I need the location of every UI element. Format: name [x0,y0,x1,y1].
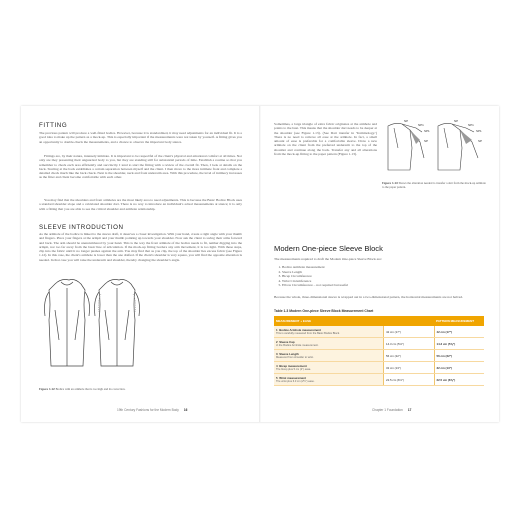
table-row [274,374,484,386]
table-row [274,338,484,350]
row-given-value: 32 cm (13") [383,362,434,374]
right-page [260,106,499,422]
row-note: The wrist plus 6.3 cm (2½") ease. [276,380,315,383]
table-row [274,362,484,374]
row-name: 1 Bodice Armhole measurement [276,328,321,332]
row-pattern-value: 14.3 cm (5⅝") [434,338,484,350]
table-header-pattern: PATTERN MEASUREMENT [434,316,484,326]
row-note: This is carefully measured from the Basic Bodice Block. [276,332,340,335]
table-row [274,350,484,362]
sleeve-intro-paragraph-top: As the armhole of the bodice is linked to the sleeve draft, it deserves a closer investigation. With your hand, create a right angle with your thumb and fingers. Place your fingers at the armpit and your thumb pointing up towards your shoulder. Now ask the client to swing their arms forward and back. The arm should be unencumbered by your hand. This is the way the front armhole of the bodice needs to fit, neither digging into the armpit, nor too far away from the basic line of articulation. If the mock-up fitting borders any arm movement, it is too tight. With these steps, clip into the fabric until it no longer pushes against the arm. You may find that as you clip, the top of the shoulder lies excess fabric (see Figure 1.12). In this case, the client's armhole is lower than the one drafted. If the client's shoulder is very square, you will find the opposite alteration is needed. In that case you will raise the underarm and shoulder, thereby changing the shoulder's angle. [39,232,242,262]
sleeve-block-intro: The measurements required to draft the Modern One-piece Sleeve Block are: [274,257,382,261]
measurement-list-item: 3. Bicep Circumference [282,274,482,279]
table-header-blank [383,316,434,326]
row-name: 2 Sleeve Cap [276,340,295,344]
row-given-value: 56 cm (22") [383,350,434,362]
row-note: The bicep plus 5 cm (2") ease. [276,368,312,371]
book-spread [21,106,499,422]
row-given-value: 14.3 cm (5⅝") [383,338,434,350]
left-footer-title: 19th Century Fashions for the Modern Body [117,408,179,412]
figure-1-13-label: Figure 1.13 [382,181,398,185]
right-footer-title: Chapter 1 Foundation [372,408,403,412]
row-given-value: 42 cm (17") [383,326,434,338]
diagram-label-np1-right: NP1 [468,123,474,127]
row-note: Measured from shoulder to wrist. [276,356,314,359]
figure-1-12-label: Figure 1.12 [39,387,55,391]
right-page-number: 17 [407,408,412,412]
measurement-list [274,265,482,288]
diagram-label-sp1-right: SP1 [476,129,482,133]
row-pattern-value: 42 cm (17") [434,326,484,338]
table-header-row [274,316,484,326]
measurement-chart-table [274,316,484,386]
fitting-paragraph-2: Fittings are, by their nature, intensely intimate. It is important to be respectful of the client's physical and emotional comfort at all times. Not only are they presenting their unguarded body to you, but they are standing still for substantial periods of time. Establish a routine so that you remember to check each area efficiently and succinctly. I tend to start the fitting with a review of the overall fit. Then, I look at details on the back. Starting at the back establishes a certain separation between myself and the client. I then move to the more intimate front and complete a detailed check much like the back check. Next is the shoulder, neck and front underarm area. With this procedure, the level of intimacy increases as the fitter and client become comfortable with each other. [39,154,242,180]
after-list-paragraph: Because the whole, three-dimensional sleeve is wrapped out in a two-dimensional pattern, the horizontal measurements are not halved. [274,295,463,299]
sleeve-intro-heading: SLEEVE INTRODUCTION [39,224,124,231]
row-given-value: 22.5 cm (8⅞") [383,374,434,386]
measurement-list-item: 2. Sleeve Length [282,270,482,275]
diagram-label-np1-left: NP1 [418,123,424,127]
row-note: ⅓ the Bodice Armhole measurement. [276,344,319,347]
table-row [274,326,484,338]
figure-1-13-text: Shows the alteration needed to transfer a dart from the mock-up armhole to the paper pattern. [382,181,486,189]
measurement-list-item: 5. Elbow Circumference – not required but useful [282,283,482,288]
diagram-label-np-left: NP [404,119,409,123]
measurement-list-item: 4. Wrist Circumference [282,279,482,284]
diagram-label-sp1-left: SP1 [424,129,430,133]
table-header-measurement: MEASUREMENT + EASE [274,316,383,326]
figure-1-12-text: Bodice with an armhole that is too high and its correction. [55,387,126,391]
row-pattern-value: 22.5 cm (8⅞") [434,374,484,386]
left-page-number: 16 [183,408,188,412]
figure-1-13-caption [382,182,486,189]
figure-1-13-dart-diagram [382,118,488,180]
diagram-label-np-right: NP [454,119,459,123]
row-pattern-value: 56 cm (22") [434,350,484,362]
right-intro-paragraph: Sometimes, a large triangle of extra fabric originates at the armhole and points to the bust. This means that the shoulder dart needs to be deeper at the shoulder (see Figure 1.13). (See Dart transfer in 'Terminology.') There is no need to remove all ease at the armhole. In fact, a small amount of ease is preferable for a comfortable sleeve. Draw a new armhole on the client from the preferred underarm to the top of the shoulder and continue along the back. Transfer any and all alterations from the mock-up fitting to the paper pattern (Figure 1.13). [274,122,377,156]
right-footer [372,408,411,412]
row-name: 5 Wrist measurement [276,376,306,380]
fitting-heading: FITTING [39,122,68,129]
table-title: Table 1.3 Modern One-piece Sleeve Block Measurement Chart [274,309,374,313]
fitting-paragraph-1: The previous pattern will produce a well-fitted bodice. However, because it is standardized, it may need adjustments for an individual fit. It is a good idea to make up the pattern as a mock-up. This is especially important if the measurements were not taken by yourself. A fitting gives you an opportunity to double-check the measurements, and a chance to observe the important body stance. [39,131,242,144]
measurement-list-item: 1. Bodice Armhole measurement [282,265,482,270]
row-name: 3 Sleeve Length [276,352,299,356]
row-pattern-value: 32 cm (13") [434,362,484,374]
sleeve-block-section-title: Modern One-piece Sleeve Block [274,244,383,253]
fitting-paragraph-3: You may find that the shoulders and front armholes are the most likely area to need adjustments. This is because the Basic Bodice Block uses a standard shoulder slope and a calculated shoulder dart. There is no way to introduce an individual's actual measurements at stance; it is only with a fitting that you are able to see the critical shoulder and armhole relationship. [39,198,242,211]
row-name: 4 Bicep measurement [276,364,307,368]
diagram-label-sp-right: SP [478,139,483,143]
left-footer [117,408,187,412]
left-page [21,106,260,422]
figure-1-12-bodice-illustration [39,270,151,386]
figure-1-12-caption [39,388,151,392]
diagram-label-sp-left: SP [424,139,429,143]
